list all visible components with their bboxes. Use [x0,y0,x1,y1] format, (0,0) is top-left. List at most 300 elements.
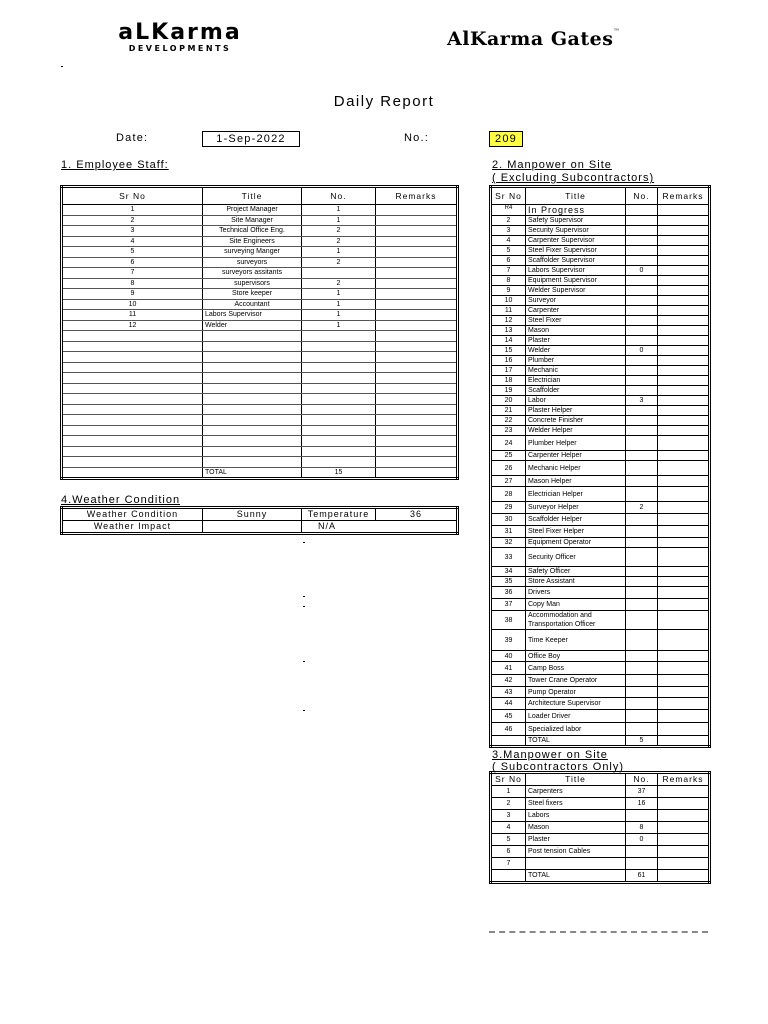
manpower-title-cell: Plaster Helper [526,406,626,416]
employee-empty-cell [62,352,203,363]
employee-empty-cell [302,394,376,405]
manpower-remarks-cell [658,630,710,651]
manpower-title-cell: Welder Supervisor [526,286,626,296]
logo-right-text: AlKarma Gates [447,28,614,50]
manpower-total-value: 5 [626,736,658,747]
manpower-title-cell: Specialized labor [526,723,626,736]
employee-title-cell: Site Manager [203,215,302,226]
employee-row [62,299,458,310]
employee-row [62,278,458,289]
manpower-title-cell: Drivers [526,587,626,599]
subcontractor-remarks-cell [658,798,710,810]
employee-row [62,310,458,321]
report-title: Daily Report [333,93,435,110]
manpower-no-cell [626,316,658,326]
manpower-title-cell: Camp Boss [526,662,626,675]
manpower-no-cell: 0 [626,346,658,356]
employee-empty-cell [203,362,302,373]
stray-dot [61,66,63,67]
manpower-status-text: In Progress [526,205,626,216]
manpower-no-cell [626,386,658,396]
manpower-remarks-cell [658,356,710,366]
employee-empty-row [62,404,458,415]
manpower-no-cell [626,246,658,256]
employee-total-spacer [62,467,203,479]
employee-empty-cell [376,415,458,426]
manpower-row [491,502,710,514]
manpower-title-cell: Equipment Supervisor [526,276,626,286]
manpower-title-cell: Labors Supervisor [526,266,626,276]
manpower-no-cell [626,662,658,675]
manpower-remarks-cell [658,723,710,736]
manpower-row [491,526,710,538]
employee-remarks-cell [376,257,458,268]
employee-empty-cell [62,436,203,447]
manpower-title-cell: Security Supervisor [526,226,626,236]
subcontractor-remarks-cell [658,786,710,798]
manpower-srno-cell: 6 [491,256,526,266]
employee-remarks-cell [376,310,458,321]
alkarma-developments-logo [85,22,275,54]
employee-empty-cell [203,331,302,342]
manpower-row [491,451,710,461]
subcontractor-title-cell: Steel fixers [526,798,626,810]
employee-empty-cell [203,394,302,405]
employee-srno-cell: 5 [62,247,203,258]
manpower-srno-cell: 10 [491,296,526,306]
manpower-title-cell: Mechanic Helper [526,461,626,476]
manpower-status-no [626,205,658,216]
manpower-row [491,336,710,346]
employee-remarks-cell [376,236,458,247]
employee-no-cell: 2 [302,226,376,237]
employee-empty-cell [376,373,458,384]
employee-remarks-cell [376,289,458,300]
manpower-remarks-cell [658,698,710,710]
signature-line [489,931,708,933]
subcontractor-no-cell [626,846,658,858]
manpower-no-cell [626,476,658,487]
manpower-heading-line1: 2. Manpower on Site [492,159,612,171]
manpower-title-cell: Welder [526,346,626,356]
manpower-header-row [491,187,710,205]
subcontractor-heading-line2: ( Subcontractors Only) [492,761,625,773]
manpower-srno-cell: 41 [491,662,526,675]
manpower-remarks-cell [658,346,710,356]
manpower-srno-cell: 26 [491,461,526,476]
subcontractor-no-cell [626,858,658,870]
manpower-srno-cell: 15 [491,346,526,356]
manpower-row [491,366,710,376]
employee-title-cell: Store keeper [203,289,302,300]
manpower-title-cell: Copy Man [526,599,626,611]
manpower-title-cell: Carpenter Supervisor [526,236,626,246]
subcontractor-srno-cell: 7 [491,858,526,870]
manpower-no-cell [626,326,658,336]
stray-dot [303,606,305,607]
manpower-title-cell: Mechanic [526,366,626,376]
manpower-row [491,326,710,336]
manpower-srno-cell: 37 [491,599,526,611]
employee-empty-row [62,373,458,384]
manpower-no-cell [626,296,658,306]
subcontractor-row [491,834,710,846]
manpower-remarks-cell [658,326,710,336]
employee-empty-cell [376,331,458,342]
employee-srno-cell: 1 [62,205,203,216]
manpower-remarks-cell [658,386,710,396]
manpower-row [491,286,710,296]
subcontractor-srno-cell: 1 [491,786,526,798]
subcontractor-row [491,822,710,834]
manpower-row [491,587,710,599]
employee-empty-row [62,362,458,373]
manpower-srno-cell: 25 [491,451,526,461]
manpower-title-cell: Pump Operator [526,687,626,698]
subcontractor-title-cell: Plaster [526,834,626,846]
manpower-srno-cell: 13 [491,326,526,336]
manpower-srno-cell: 32 [491,538,526,548]
manpower-srno-cell: 27 [491,476,526,487]
employee-empty-cell [203,341,302,352]
manpower-srno-cell: 22 [491,416,526,426]
manpower-remarks-cell [658,336,710,346]
manpower-total-label: TOTAL [526,736,626,747]
temperature-value: 36 [376,508,458,521]
employee-empty-cell [376,446,458,457]
employee-no-cell: 1 [302,205,376,216]
employee-empty-cell [62,341,203,352]
employee-total-remarks [376,467,458,479]
manpower-row [491,256,710,266]
manpower-no-cell [626,538,658,548]
manpower-row [491,226,710,236]
manpower-no-cell: 0 [626,266,658,276]
subcontractor-remarks-cell [658,834,710,846]
manpower-srno-cell: 17 [491,366,526,376]
manpower-row [491,406,710,416]
manpower-row [491,246,710,256]
employee-title-cell: Accountant [203,299,302,310]
manpower-srno-cell: 42 [491,675,526,687]
employee-srno-cell: 2 [62,215,203,226]
manpower-row [491,216,710,226]
manpower-no-cell [626,723,658,736]
employee-empty-cell [376,436,458,447]
employee-title-cell: supervisors [203,278,302,289]
date-label: Date: [116,132,149,144]
manpower-row [491,396,710,406]
employee-no-cell: 1 [302,289,376,300]
manpower-title-cell: Plaster [526,336,626,346]
manpower-srno-cell: 24 [491,436,526,451]
manpower-title-cell: Concrete Finisher [526,416,626,426]
manpower-srno-cell: 40 [491,651,526,662]
employee-empty-row [62,436,458,447]
manpower-no-cell [626,336,658,346]
manpower-remarks-cell [658,376,710,386]
alkarma-gates-logo [447,28,620,50]
subcontractor-title-cell: Mason [526,822,626,834]
employee-total-row [62,467,458,479]
manpower-no-cell [626,426,658,436]
manpower-remarks-cell [658,662,710,675]
manpower-no-cell [626,356,658,366]
manpower-table-body [491,216,710,747]
manpower-total-spacer [491,736,526,747]
manpower-srno-cell: 36 [491,587,526,599]
manpower-title-cell: Mason [526,326,626,336]
subcontractor-no-cell: 37 [626,786,658,798]
subcontractor-col-title: Title [526,773,626,786]
manpower-col-srno: Sr No [491,187,526,205]
manpower-title-cell: Safety Supervisor [526,216,626,226]
manpower-title-cell: Steel Fixer Helper [526,526,626,538]
subcontractor-no-cell: 16 [626,798,658,810]
employee-empty-cell [62,404,203,415]
employee-remarks-cell [376,215,458,226]
employee-row [62,268,458,279]
manpower-remarks-cell [658,406,710,416]
employee-empty-cell [376,362,458,373]
manpower-srno-cell: 12 [491,316,526,326]
manpower-remarks-cell [658,436,710,451]
manpower-srno-cell: 5 [491,246,526,256]
manpower-remarks-cell [658,296,710,306]
manpower-status-label: R4 [491,205,526,216]
manpower-row [491,266,710,276]
employee-empty-cell [302,415,376,426]
employee-empty-cell [376,457,458,468]
employee-empty-cell [302,362,376,373]
report-number-label: No.: [404,132,429,144]
employee-empty-cell [62,457,203,468]
manpower-srno-cell: 23 [491,426,526,436]
manpower-col-no: No. [626,187,658,205]
manpower-row [491,651,710,662]
weather-heading: 4.Weather Condition [61,494,181,506]
employee-empty-row [62,457,458,468]
employee-srno-cell: 7 [62,268,203,279]
employee-empty-row [62,331,458,342]
manpower-row [491,687,710,698]
subcontractor-total-label: TOTAL [526,870,626,883]
manpower-no-cell [626,630,658,651]
weather-condition-label: Weather Condition [62,508,203,521]
subcontractor-remarks-cell [658,858,710,870]
employee-col-srno: Sr No [62,187,203,205]
manpower-no-cell [626,436,658,451]
subcontractor-title-cell: Labors [526,810,626,822]
employee-empty-cell [203,415,302,426]
weather-impact-row [62,521,458,534]
subcontractor-header-row [491,773,710,786]
employee-empty-cell [62,415,203,426]
manpower-srno-cell: 7 [491,266,526,276]
employee-empty-cell [62,373,203,384]
employee-no-cell [302,268,376,279]
manpower-remarks-cell [658,599,710,611]
employee-table-body [62,205,458,479]
employee-srno-cell: 6 [62,257,203,268]
manpower-row [491,236,710,246]
employee-row [62,205,458,216]
manpower-remarks-cell [658,286,710,296]
employee-empty-cell [302,341,376,352]
manpower-remarks-cell [658,396,710,406]
manpower-no-cell [626,710,658,723]
employee-empty-row [62,352,458,363]
employee-empty-cell [62,425,203,436]
manpower-total-row [491,736,710,747]
employee-empty-cell [302,373,376,384]
logo-left-sub-text: DEVELOPMENTS [128,44,232,53]
manpower-no-cell [626,451,658,461]
manpower-no-cell [626,376,658,386]
report-number-value: 209 [489,131,523,147]
manpower-title-cell: Electrician [526,376,626,386]
manpower-title-cell: Equipment Operator [526,538,626,548]
manpower-srno-cell: 8 [491,276,526,286]
manpower-srno-cell: 44 [491,698,526,710]
employee-col-remarks: Remarks [376,187,458,205]
employee-title-cell: Site Engineers [203,236,302,247]
manpower-row [491,487,710,502]
manpower-col-title: Title [526,187,626,205]
logo-right-trademark: ™ [613,28,620,35]
manpower-no-cell: 2 [626,502,658,514]
subcontractor-row [491,786,710,798]
employee-empty-cell [302,425,376,436]
manpower-row [491,538,710,548]
manpower-title-cell: Surveyor [526,296,626,306]
manpower-remarks-cell [658,216,710,226]
manpower-title-cell: Carpenter [526,306,626,316]
date-value: 1-Sep-2022 [202,131,300,147]
manpower-srno-cell: 14 [491,336,526,346]
employee-empty-cell [203,436,302,447]
manpower-no-cell [626,651,658,662]
manpower-remarks-cell [658,526,710,538]
employee-row [62,226,458,237]
manpower-total-remarks [658,736,710,747]
manpower-srno-cell: 11 [491,306,526,316]
employee-row [62,257,458,268]
employee-total-value: 15 [302,467,376,479]
manpower-remarks-cell [658,502,710,514]
manpower-row [491,630,710,651]
employee-empty-cell [302,383,376,394]
manpower-remarks-cell [658,577,710,587]
manpower-remarks-cell [658,651,710,662]
manpower-title-cell: Safety Officer [526,567,626,577]
manpower-status-remarks [658,205,710,216]
stray-dot [303,542,305,543]
employee-empty-row [62,446,458,457]
subcontractor-no-cell: 0 [626,834,658,846]
employee-no-cell: 2 [302,236,376,247]
employee-row [62,215,458,226]
manpower-remarks-cell [658,256,710,266]
manpower-srno-cell: 2 [491,216,526,226]
employee-no-cell: 2 [302,257,376,268]
employee-remarks-cell [376,205,458,216]
manpower-srno-cell: 39 [491,630,526,651]
manpower-remarks-cell [658,226,710,236]
manpower-row [491,599,710,611]
employee-row [62,320,458,331]
manpower-title-cell: Carpenter Helper [526,451,626,461]
manpower-row [491,296,710,306]
employee-staff-table [60,185,459,480]
manpower-title-cell: Architecture Supervisor [526,698,626,710]
manpower-row [491,426,710,436]
manpower-row [491,306,710,316]
weather-impact-value: N/A [302,521,458,534]
subcontractor-no-cell [626,810,658,822]
manpower-remarks-cell [658,687,710,698]
employee-empty-row [62,425,458,436]
subcontractor-col-srno: Sr No [491,773,526,786]
manpower-title-cell: Electrician Helper [526,487,626,502]
manpower-no-cell [626,416,658,426]
manpower-remarks-cell [658,548,710,567]
subcontractor-total-spacer [491,870,526,883]
manpower-title-cell: Steel Fixer Supervisor [526,246,626,256]
employee-empty-cell [62,383,203,394]
employee-row [62,247,458,258]
manpower-row [491,577,710,587]
subcontractor-remarks-cell [658,822,710,834]
employee-empty-cell [62,394,203,405]
stray-dot [303,710,305,711]
manpower-remarks-cell [658,567,710,577]
employee-empty-cell [62,331,203,342]
subcontractor-title-cell: Carpenters [526,786,626,798]
manpower-remarks-cell [658,416,710,426]
manpower-table [489,185,711,748]
employee-title-cell: Welder [203,320,302,331]
manpower-row [491,346,710,356]
weather-impact-label: Weather Impact [62,521,203,534]
manpower-srno-cell: 4 [491,236,526,246]
subcontractor-heading-line1: 3.Manpower on Site [492,749,608,761]
manpower-remarks-cell [658,476,710,487]
manpower-row [491,567,710,577]
employee-col-no: No. [302,187,376,205]
subcontractor-total-value: 61 [626,870,658,883]
subcontractor-row [491,810,710,822]
manpower-no-cell: 3 [626,396,658,406]
manpower-remarks-cell [658,276,710,286]
manpower-title-cell: Scaffolder [526,386,626,396]
employee-empty-row [62,415,458,426]
manpower-row [491,461,710,476]
manpower-title-cell: Security Officer [526,548,626,567]
manpower-remarks-cell [658,710,710,723]
employee-srno-cell: 9 [62,289,203,300]
manpower-row [491,662,710,675]
manpower-remarks-cell [658,366,710,376]
employee-no-cell: 1 [302,310,376,321]
subcontractor-row [491,846,710,858]
manpower-row [491,386,710,396]
manpower-remarks-cell [658,426,710,436]
employee-no-cell: 1 [302,215,376,226]
employee-empty-cell [376,341,458,352]
employee-srno-cell: 4 [62,236,203,247]
employee-srno-cell: 10 [62,299,203,310]
